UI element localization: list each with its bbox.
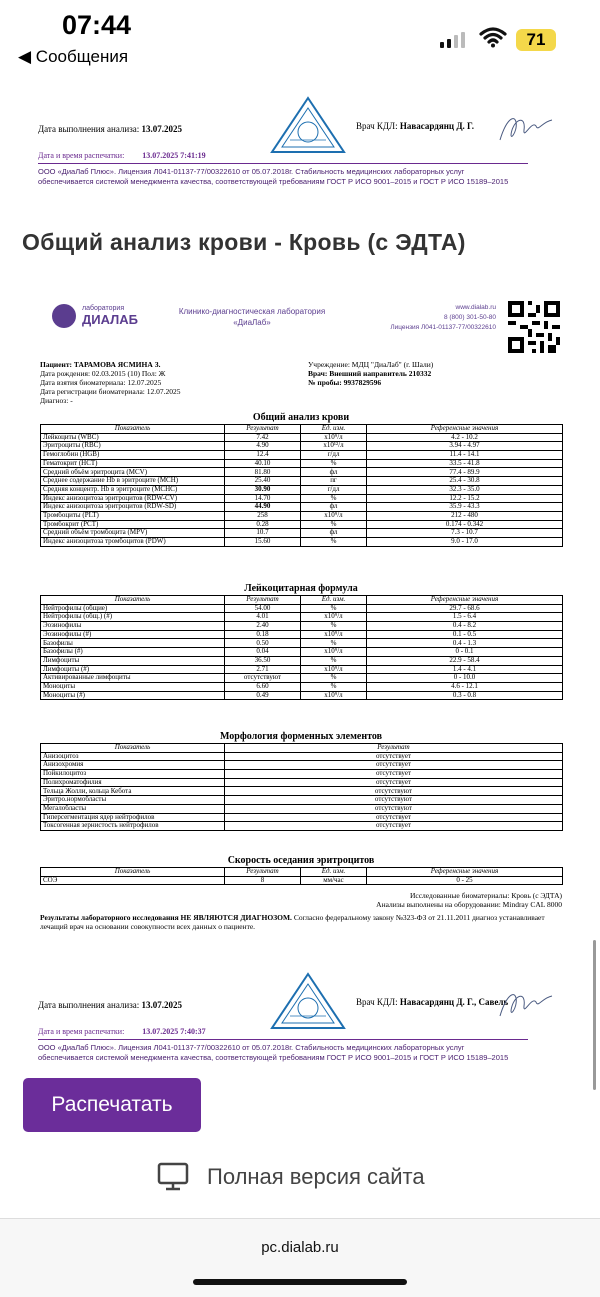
home-indicator[interactable] (193, 1279, 407, 1285)
cell-r: 6.60 (225, 682, 301, 691)
table-row (41, 468, 563, 477)
cell-r: 258 (225, 511, 301, 520)
table-row (41, 537, 563, 546)
cell-r: 0.50 (225, 639, 301, 648)
signature-icon (496, 986, 556, 1022)
table-row (41, 752, 563, 761)
cell-n: Эритроциты (RBC) (41, 442, 225, 451)
cell-u: % (301, 682, 367, 691)
cell-u: x10⁹/л (301, 613, 367, 622)
cell-u: x10⁹/л (301, 433, 367, 442)
cell-u: x10⁹/л (301, 691, 367, 700)
cell-r: отсутствуют (225, 674, 301, 683)
table-row (41, 761, 563, 770)
cell-r: 12.4 (225, 451, 301, 460)
table-row (41, 630, 563, 639)
cbc-table: Показатель Результат Ед. изм. Референсные значения Лейкоциты (WBC) 7.42 x10⁹/л 4.2 - 10.2 Эритроциты (RBC) 4.90 x10¹²/л 3.94 - 4.97 Гемоглобин (HGB) 12.4 г/дл 11.4 - 14.1 Гематокрит (HCT) 40.10 % 33.5 - 41.8 Средний объём эритроцита (MCV) 81.80 фл 77.4 - 89.9 Среднее содержание Hb в эритроците (MCH) 25.40 пг 25.4 - 30.8 Средняя концентр. Hb в эритроците (MCHC) 30.90 г/дл 32.3 - 35.0 Индекс анизоцитоза эритроцитов (RDW-CV) 14.70 % 12.2 - 15.2 Индекс анизоцитоза эритроцитов (RDW-SD) 44.90 фл 35.9 - 43.3 Тромбоциты (PLT) 258 x10⁹/л 212 - 480 Тромбокрит (PCT) 0.28 % 0.174 - 0.342 Средний объём тромбоцита (MPV) 10.7 фл 7.3 - 10.7 Индекс анизоцитоза тромбоцитов (PDW) 15.60 % 9.0 - 17.0 (40, 424, 563, 547)
cell-u: % (301, 656, 367, 665)
table-row (41, 682, 563, 691)
full-version-link[interactable]: Полная версия сайта (157, 1160, 425, 1194)
cell-n: Анизоцитоз (41, 752, 225, 761)
table-row (41, 770, 563, 779)
cell-u: % (301, 459, 367, 468)
quality-seal-icon (270, 96, 346, 154)
cell-n: Анизохромия (41, 761, 225, 770)
cell-r: 36.50 (225, 656, 301, 665)
cell-n: Гиперсегментация ядер нейтрофилов (41, 813, 225, 822)
cell-u: пг (301, 477, 367, 486)
cell-ref: 9.0 - 17.0 (367, 537, 563, 546)
cell-n: Эозинофилы (#) (41, 630, 225, 639)
table-row (41, 622, 563, 631)
cell-n: Нейтрофилы (общ.) (#) (41, 613, 225, 622)
address-bar[interactable]: pc.dialab.ru (261, 1239, 339, 1256)
cell-r: 81.80 (225, 468, 301, 477)
table-row (41, 796, 563, 805)
cell-n: СОЭ (41, 876, 225, 885)
table-row (41, 648, 563, 657)
cell-ref: 212 - 480 (367, 511, 563, 520)
table-row (41, 511, 563, 520)
cell-r: отсутствует (225, 822, 563, 831)
dialab-logo-icon (52, 304, 76, 328)
back-to-messages-link[interactable]: ◀ Сообщения (18, 47, 129, 66)
cell-u: фл (301, 503, 367, 512)
cell-n: Гемоглобин (HGB) (41, 451, 225, 460)
print-time: Дата и время распечатки: 13.07.2025 7:41:19 (38, 151, 206, 160)
cell-ref: 1.4 - 4.1 (367, 665, 563, 674)
cell-n: Моноциты (41, 682, 225, 691)
cell-n: Гематокрит (HCT) (41, 459, 225, 468)
lab-name: Клинико-диагностическая лаборатория «ДиаЛаб» (178, 307, 326, 327)
signature-icon (496, 110, 556, 146)
table-row (41, 442, 563, 451)
cell-r: 4.01 (225, 613, 301, 622)
clock: 07:44 (62, 10, 132, 40)
cell-n: Моноциты (#) (41, 691, 225, 700)
table-row (41, 604, 563, 613)
cell-ref: 0.1 - 0.5 (367, 630, 563, 639)
table-row (41, 451, 563, 460)
table-row (41, 778, 563, 787)
cell-u: % (301, 674, 367, 683)
cell-ref: 0 - 0.1 (367, 648, 563, 657)
lab-doctor: Врач КДЛ: Навасардянц Д. Г. (356, 121, 474, 131)
scrollbar[interactable] (593, 940, 596, 1090)
cell-n: Индекс анизоцитоза тромбоцитов (PDW) (41, 537, 225, 546)
cell-n: Индекс анизоцитоза эритроцитов (RDW-SD) (41, 503, 225, 512)
cell-u: x10⁹/л (301, 511, 367, 520)
browser-bottom-bar (0, 1218, 600, 1297)
cell-ref: 1.5 - 6.4 (367, 613, 563, 622)
cell-n: Активированные лимфоциты (41, 674, 225, 683)
table-row (41, 520, 563, 529)
cell-n: Полихроматофилия (41, 778, 225, 787)
table-row (41, 674, 563, 683)
cell-n: Средняя концентр. Hb в эритроците (MCHC) (41, 485, 225, 494)
cell-ref: 7.3 - 10.7 (367, 529, 563, 538)
license-text: ООО «ДиаЛаб Плюс». Лицензия Л041-01137-77/00322610 от 05.07.2018г. Стабильность медицинских лабораторных услуг обеспечивается системой менеджмента качества, соответствующей требованиям ГОСТ Р ИСО 9001–2015 и ГОСТ Р ИСО 15189–2015 (38, 167, 509, 186)
cell-u: % (301, 604, 367, 613)
table-row (41, 459, 563, 468)
biomaterial-note: Исследованные биоматериалы: Кровь (с ЭДТА) Анализы выполнены на оборудовании: Mindray CAL 8000 (376, 891, 562, 909)
cell-r: 25.40 (225, 477, 301, 486)
cell-n: Тромбоциты (PLT) (41, 511, 225, 520)
cell-r: отсутствуют (225, 796, 563, 805)
cell-r: отсутствует (225, 813, 563, 822)
cell-n: Лимфоциты (#) (41, 665, 225, 674)
cell-ref: 77.4 - 89.9 (367, 468, 563, 477)
cell-n: Эозинофилы (41, 622, 225, 631)
cell-r: 0.04 (225, 648, 301, 657)
page-title: Общий анализ крови - Кровь (с ЭДТА) (22, 229, 466, 255)
cell-r: 30.90 (225, 485, 301, 494)
table-row (41, 787, 563, 796)
status-bar (0, 0, 600, 72)
date-done: Дата выполнения анализа: 13.07.2025 (38, 124, 182, 134)
table-row (41, 665, 563, 674)
cell-ref: 32.3 - 35.0 (367, 485, 563, 494)
cell-r: 2.71 (225, 665, 301, 674)
cell-n: Тельца Жолли, кольца Кебота (41, 787, 225, 796)
morph-table: Показатель Результат Анизоцитоз отсутствует Анизохромия отсутствует Пойкилоцитоз отсутствует Полихроматофилия отсутствует Тельца Жолли, кольца Кебота отсутствуют Эритро.нормобласты отсутствуют Мегалобласты отсутствуют Гиперсегментация ядер нейтрофилов отсутствует Токсогенная зернистость нейтрофилов отсутствует (40, 743, 563, 831)
cell-ref: 11.4 - 14.1 (367, 451, 563, 460)
cell-r: отсутствуют (225, 804, 563, 813)
report-header-bottom: Дата выполнения анализа: 13.07.2025 Врач КДЛ: Навасардянц Д. Г., Савель Дата и время распечатки: 13.07.2025 7:40:37 ООО «ДиаЛаб Плюс». Лицензия Л041-01137-77/00322610 от 05.07.2018г. Стабильность медицинских лабораторных услуг обеспечивается системой менеджмента качества, соответствующей требованиям ГОСТ Р ИСО 9001–2015 и ГОСТ Р ИСО 15189–2015 (38, 972, 568, 1022)
cell-u: x10⁹/л (301, 665, 367, 674)
cell-u: мм/час (301, 876, 367, 885)
cell-u: фл (301, 529, 367, 538)
lab-contacts: www.dialab.ru 8 (800) 301-50-80 Лицензия Л041-01137-77/00322610 (390, 304, 496, 331)
cell-r: 15.60 (225, 537, 301, 546)
leuko-section: Лейкоцитарная формула Показатель Результат Ед. изм. Референсные значения Нейтрофилы (общие) 54.00 % 29.7 - 68.6 Нейтрофилы (общ.) (#) 4.01 x10⁹/л 1.5 - 6.4 Эозинофилы 2.40 % 0.4 - 8.2 Эозинофилы (#) 0.18 x10⁹/л 0.1 - 0.5 Базофилы 0.50 % 0.4 - 1.3 Базофилы (#) 0.04 x10⁹/л 0 - 0.1 Лимфоциты 36.50 % 22.9 - 58.4 Лимфоциты (#) 2.71 x10⁹/л 1.4 - 4.1 Активированные лимфоциты отсутствуют % 0 - 10.0 Моноциты 6.60 % 4.6 - 12.1 Моноциты (#) 0.49 x10⁹/л 0.3 - 0.8 (40, 582, 562, 700)
cell-u: г/дл (301, 451, 367, 460)
cell-r: 0.28 (225, 520, 301, 529)
cell-u: x10⁹/л (301, 648, 367, 657)
cell-r: отсутствует (225, 770, 563, 779)
cell-ref: 0.4 - 8.2 (367, 622, 563, 631)
cell-r: отсутствует (225, 778, 563, 787)
table-row (41, 529, 563, 538)
cell-u: г/дл (301, 485, 367, 494)
cell-r: 2.40 (225, 622, 301, 631)
cell-ref: 35.9 - 43.3 (367, 503, 563, 512)
cell-u: x10¹²/л (301, 442, 367, 451)
table-row (41, 613, 563, 622)
table-row (41, 656, 563, 665)
cell-n: Базофилы (41, 639, 225, 648)
monitor-icon (157, 1162, 189, 1192)
cell-ref: 0.4 - 1.3 (367, 639, 563, 648)
table-row (41, 433, 563, 442)
report-header-top (38, 96, 568, 186)
cell-n: Пойкилоцитоз (41, 770, 225, 779)
cell-r: 0.18 (225, 630, 301, 639)
cell-ref: 4.2 - 10.2 (367, 433, 563, 442)
cell-r: отсутствует (225, 761, 563, 770)
cell-n: Средний объём тромбоцита (MPV) (41, 529, 225, 538)
cell-u: % (301, 520, 367, 529)
cell-r: 8 (225, 876, 301, 885)
qr-code-icon (508, 300, 560, 354)
table-row (41, 639, 563, 648)
esr-table: Показатель Результат Ед. изм. Референсные значения СОЭ 8 мм/час 0 - 25 (40, 867, 563, 885)
cell-u: % (301, 622, 367, 631)
cell-ref: 0.3 - 0.8 (367, 691, 563, 700)
esr-section: Скорость оседания эритроцитов Показатель Результат Ед. изм. Референсные значения СОЭ 8 мм/час 0 - 25 (40, 854, 562, 885)
table-row (41, 822, 563, 831)
cell-n: Эритро.нормобласты (41, 796, 225, 805)
signal-icon (440, 32, 466, 48)
cell-r: отсутствует (225, 752, 563, 761)
cell-n: Средний объём эритроцита (MCV) (41, 468, 225, 477)
cell-n: Базофилы (#) (41, 648, 225, 657)
cell-r: 7.42 (225, 433, 301, 442)
cell-u: фл (301, 468, 367, 477)
cell-r: отсутствуют (225, 787, 563, 796)
cell-r: 40.10 (225, 459, 301, 468)
cell-n: Лейкоциты (WBC) (41, 433, 225, 442)
cell-ref: 12.2 - 15.2 (367, 494, 563, 503)
table-row (41, 503, 563, 512)
cell-r: 54.00 (225, 604, 301, 613)
cell-ref: 22.9 - 58.4 (367, 656, 563, 665)
cbc-section: Общий анализ крови Показатель Результат Ед. изм. Референсные значения Лейкоциты (WBC) 7.42 x10⁹/л 4.2 - 10.2 Эритроциты (RBC) 4.90 x10¹²/л 3.94 - 4.97 Гемоглобин (HGB) 12.4 г/дл 11.4 - 14.1 Гематокрит (HCT) 40.10 % 33.5 - 41.8 Средний объём эритроцита (MCV) 81.80 фл 77.4 - 89.9 Среднее содержание Hb в эритроците (MCH) 25.40 пг 25.4 - 30.8 Средняя концентр. Hb в эритроците (MCHC) 30.90 г/дл 32.3 - 35.0 Индекс анизоцитоза эритроцитов (RDW-CV) 14.70 % 12.2 - 15.2 Индекс анизоцитоза эритроцитов (RDW-SD) 44.90 фл 35.9 - 43.3 Тромбоциты (PLT) 258 x10⁹/л 212 - 480 Тромбокрит (PCT) 0.28 % 0.174 - 0.342 Средний объём тромбоцита (MPV) 10.7 фл 7.3 - 10.7 Индекс анизоцитоза тромбоцитов (PDW) 15.60 % 9.0 - 17.0 (40, 411, 562, 547)
cell-ref: 0 - 25 (367, 876, 563, 885)
cell-u: x10⁹/л (301, 630, 367, 639)
cell-n: Токсогенная зернистость нейтрофилов (41, 822, 225, 831)
print-button[interactable]: Распечатать (23, 1078, 201, 1132)
lab-header: лаборатория ДИАЛАБ Клинико-диагностическая лаборатория «ДиаЛаб» www.dialab.ru 8 (800) 301-50-80 Лицензия Л041-01137-77/00322610 (52, 300, 562, 358)
cell-n: Тромбокрит (PCT) (41, 520, 225, 529)
wifi-icon (479, 26, 507, 48)
cell-n: Среднее содержание Hb в эритроците (MCH) (41, 477, 225, 486)
cell-ref: 0 - 10.0 (367, 674, 563, 683)
cell-ref: 25.4 - 30.8 (367, 477, 563, 486)
cell-ref: 33.5 - 41.8 (367, 459, 563, 468)
cell-u: % (301, 537, 367, 546)
cell-r: 14.70 (225, 494, 301, 503)
battery-indicator: 71 (516, 29, 556, 51)
cell-r: 4.90 (225, 442, 301, 451)
cell-n: Лимфоциты (41, 656, 225, 665)
cell-ref: 29.7 - 68.6 (367, 604, 563, 613)
table-row (41, 876, 563, 885)
cell-ref: 4.6 - 12.1 (367, 682, 563, 691)
morph-section: Морфология форменных элементов Показатель Результат Анизоцитоз отсутствует Анизохромия отсутствует Пойкилоцитоз отсутствует Полихроматофилия отсутствует Тельца Жолли, кольца Кебота отсутствуют Эритро.нормобласты отсутствуют Мегалобласты отсутствуют Гиперсегментация ядер нейтрофилов отсутствует Токсогенная зернистость нейтрофилов отсутствует (40, 730, 562, 831)
cell-n: Индекс анизоцитоза эритроцитов (RDW-CV) (41, 494, 225, 503)
cell-u: % (301, 639, 367, 648)
disclaimer: Результаты лабораторного исследования НЕ ЯВЛЯЮТСЯ ДИАГНОЗОМ. Согласно федеральному закону №323-ФЗ от 21.11.2011 диагноз устанавливает лечащий врач на основании совокупности всех данных о пациенте. (40, 913, 545, 931)
quality-seal-icon (270, 972, 346, 1030)
cell-r: 0.49 (225, 691, 301, 700)
table-row (41, 485, 563, 494)
table-row (41, 691, 563, 700)
cell-r: 44.90 (225, 503, 301, 512)
cell-u: % (301, 494, 367, 503)
table-row (41, 494, 563, 503)
table-row (41, 804, 563, 813)
cell-n: Нейтрофилы (общие) (41, 604, 225, 613)
cell-ref: 3.94 - 4.97 (367, 442, 563, 451)
cell-ref: 0.174 - 0.342 (367, 520, 563, 529)
cell-n: Мегалобласты (41, 804, 225, 813)
leuko-table: Показатель Результат Ед. изм. Референсные значения Нейтрофилы (общие) 54.00 % 29.7 - 68.6 Нейтрофилы (общ.) (#) 4.01 x10⁹/л 1.5 - 6.4 Эозинофилы 2.40 % 0.4 - 8.2 Эозинофилы (#) 0.18 x10⁹/л 0.1 - 0.5 Базофилы 0.50 % 0.4 - 1.3 Базофилы (#) 0.04 x10⁹/л 0 - 0.1 Лимфоциты 36.50 % 22.9 - 58.4 Лимфоциты (#) 2.71 x10⁹/л 1.4 - 4.1 Активированные лимфоциты отсутствуют % 0 - 10.0 Моноциты 6.60 % 4.6 - 12.1 Моноциты (#) 0.49 x10⁹/л 0.3 - 0.8 (40, 595, 563, 700)
table-row (41, 477, 563, 486)
cell-r: 10.7 (225, 529, 301, 538)
table-row (41, 813, 563, 822)
